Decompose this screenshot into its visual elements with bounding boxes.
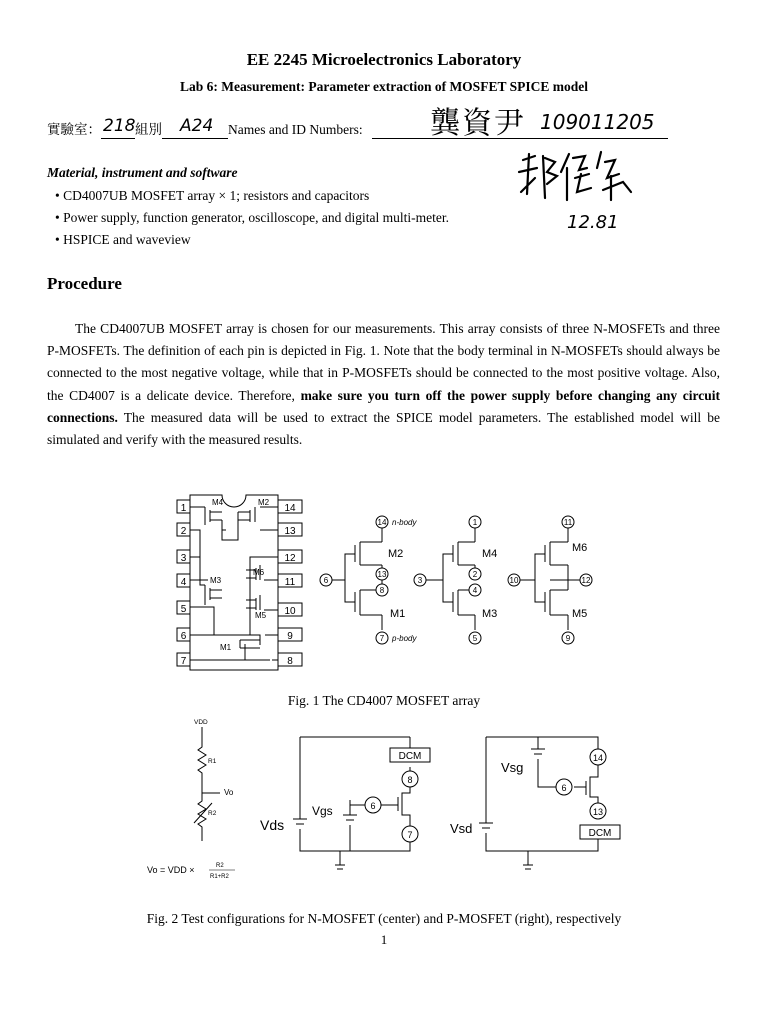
material-heading: Material, instrument and software [47, 165, 238, 180]
names-label: Names and ID Numbers: [228, 122, 363, 137]
svg-text:1: 1 [472, 518, 478, 527]
svg-text:Vo: Vo [224, 788, 234, 797]
svg-text:4: 4 [180, 577, 187, 588]
voltage-divider [194, 727, 220, 841]
schematic-m4-m3 [426, 528, 475, 630]
svg-text:VDD: VDD [194, 719, 208, 726]
svg-text:p-body: p-body [392, 634, 417, 643]
divider-formula: Vo = VDD × [147, 865, 195, 875]
ic-transistor-labels [210, 498, 270, 652]
svg-text:7: 7 [407, 830, 413, 840]
lab-room-field [101, 116, 136, 139]
svg-text:6: 6 [370, 801, 376, 811]
svg-text:12: 12 [284, 553, 296, 564]
svg-text:R2: R2 [216, 863, 224, 869]
svg-text:5: 5 [180, 604, 187, 615]
lab-subtitle: Lab 6: Measurement: Parameter extraction of MOSFET SPICE model [180, 79, 588, 94]
svg-text:11: 11 [284, 577, 296, 588]
group-label: 組別 [135, 122, 162, 137]
group-field [162, 116, 228, 139]
procedure-heading: Procedure [47, 274, 122, 293]
svg-text:DCM: DCM [588, 828, 612, 839]
svg-text:n-body: n-body [392, 518, 417, 527]
handwritten-id: 109011205 [540, 110, 655, 134]
svg-text:8: 8 [287, 656, 293, 667]
svg-text:12: 12 [581, 576, 591, 585]
svg-text:8: 8 [379, 586, 385, 595]
warning-text: make sure you turn off the power supply before changing any circuit connections. [47, 387, 720, 425]
svg-text:13: 13 [284, 526, 296, 537]
material-item: • Power supply, function generator, oscilloscope, and digital multi-meter. [55, 210, 449, 225]
svg-text:10: 10 [284, 606, 296, 617]
svg-text:11: 11 [563, 518, 573, 527]
svg-text:M1: M1 [220, 643, 232, 652]
svg-text:3: 3 [417, 576, 423, 585]
svg-text:10: 10 [509, 576, 519, 585]
lab-room-value: 218 [103, 116, 136, 136]
svg-text:9: 9 [565, 634, 571, 643]
svg-text:4: 4 [472, 586, 478, 595]
svg-text:7: 7 [180, 656, 187, 667]
svg-text:Vsg: Vsg [501, 760, 524, 775]
svg-text:13: 13 [377, 570, 387, 579]
svg-text:M3: M3 [210, 576, 222, 585]
procedure-paragraph: The CD4007UB MOSFET array is chosen for our measurements. This array consists of three N-MOSFETs and three P-MOSFETs. The definition of each pin is depicted in Fig. 1. Note that the body terminal in N-MOSFETs should always be connected to the most negative voltage, while that in P-MOSFETs should be connected to the most positive voltage. Also, the CD4007 is a delicate device. Therefore, make sure you turn off the power supply before changing any circuit connections. The measured data will be used to extract the SPICE model parameters. The established model will be simulated and verify with the measured results. [47, 321, 720, 448]
document-title: EE 2245 Microelectronics Laboratory [246, 50, 522, 69]
figure-2-caption: Fig. 2 Test configurations for N-MOSFET (center) and P-MOSFET (right), respectively [146, 911, 622, 926]
svg-text:3: 3 [180, 553, 187, 564]
svg-text:M5: M5 [572, 608, 588, 620]
svg-text:Vsd: Vsd [450, 821, 473, 836]
ic-package-outline [190, 495, 278, 670]
svg-text:6: 6 [561, 783, 567, 793]
schematic-m2-m1 [332, 528, 382, 630]
svg-text:1: 1 [180, 503, 187, 514]
left-pins [177, 500, 190, 667]
svg-text:9: 9 [287, 631, 293, 642]
svg-text:M2: M2 [258, 498, 270, 507]
signature-date: 12.81 [567, 212, 619, 233]
svg-text:Vgs: Vgs [312, 804, 333, 818]
svg-text:M3: M3 [482, 608, 498, 620]
svg-text:7: 7 [379, 634, 385, 643]
svg-text:DCM: DCM [398, 751, 422, 762]
lab-room-label: 實驗室： [47, 122, 101, 137]
svg-text:M1: M1 [390, 608, 406, 620]
svg-text:8: 8 [407, 775, 413, 785]
page-number: 1 [380, 932, 388, 947]
svg-text:14: 14 [284, 503, 296, 514]
group-value: A24 [180, 116, 214, 136]
svg-text:R1+R2: R1+R2 [210, 874, 229, 880]
material-item: • CD4007UB MOSFET array × 1; resistors and capacitors [55, 188, 370, 203]
svg-text:14: 14 [592, 753, 604, 763]
svg-text:M2: M2 [388, 548, 404, 560]
figure-1-cd4007-diagram [160, 490, 610, 675]
right-pins [278, 500, 302, 667]
pmos-test-circuit [479, 737, 598, 869]
material-item: • HSPICE and waveview [55, 232, 191, 247]
svg-text:2: 2 [180, 526, 187, 537]
figure-2-test-configurations [140, 715, 660, 890]
figure-1-caption: Fig. 1 The CD4007 MOSFET array [287, 693, 481, 708]
svg-text:M4: M4 [482, 548, 498, 560]
svg-text:M4: M4 [212, 498, 224, 507]
svg-text:R2: R2 [208, 810, 217, 817]
svg-text:M6: M6 [253, 568, 265, 577]
svg-text:M6: M6 [572, 542, 588, 554]
schematic-m6-m5 [520, 528, 580, 630]
handwritten-signature [515, 148, 665, 238]
svg-text:2: 2 [472, 570, 478, 579]
svg-text:Vds: Vds [260, 817, 285, 833]
handwritten-name: 龔資尹 [430, 106, 526, 141]
svg-text:6: 6 [323, 576, 329, 585]
svg-text:R1: R1 [208, 758, 217, 765]
svg-text:5: 5 [472, 634, 478, 643]
svg-text:13: 13 [592, 807, 604, 817]
svg-text:M5: M5 [255, 611, 267, 620]
svg-text:6: 6 [180, 631, 187, 642]
svg-text:14: 14 [377, 518, 387, 527]
